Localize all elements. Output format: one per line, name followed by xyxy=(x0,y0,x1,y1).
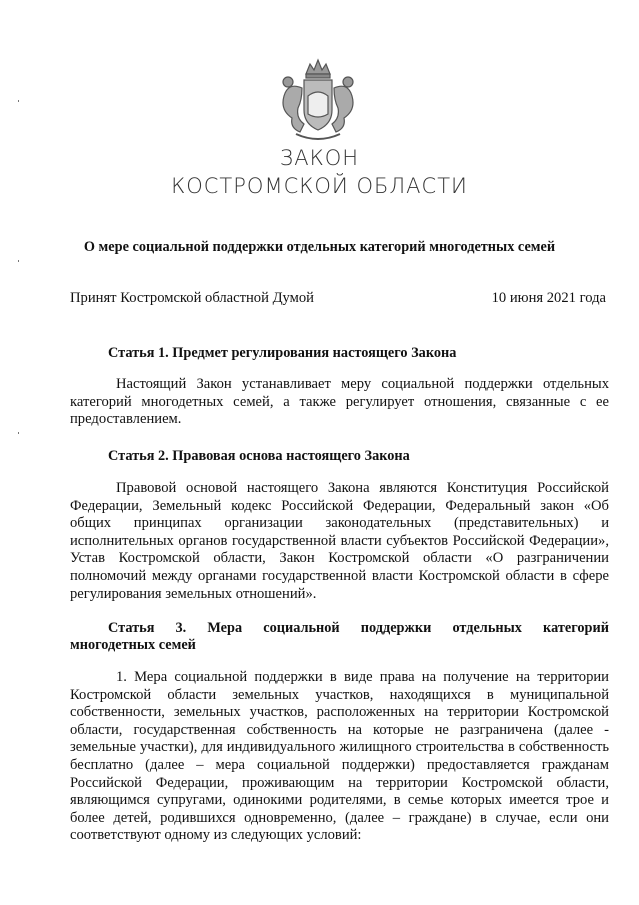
adoption-date: 10 июня 2021 года xyxy=(491,290,606,306)
scan-mark xyxy=(18,260,19,262)
adopted-by: Принят Костромской областной Думой xyxy=(70,290,314,306)
heading-word: социальной xyxy=(263,620,340,636)
heading-word: 3. xyxy=(175,620,187,636)
article-2-text: Правовой основой настоящего Закона являются Конституция Российской Федерации, Земельный кодекс Российской Федерации, Федеральный закон «Об общих принципах организации законодательных (представительных) и исполнительных органов государственной власти субъектов Российской Федерации», Устав Костромской области, Закон Костромской области «О разграничении полномочий между органами государственной власти Костромской области в сфере регулирования земельных отношений». xyxy=(70,480,609,602)
article-3-heading xyxy=(70,620,609,654)
heading-word: Мера xyxy=(207,620,243,636)
coat-of-arms-icon xyxy=(270,52,366,148)
article-2-heading: Статья 2. Правовая основа настоящего Закона xyxy=(108,448,410,464)
article-3-text: 1. Мера социальной поддержки в виде права на получение на территории Костромской области земельных участков, находящихся в муниципальной собственности, земельных участков, расположенных на территории Костромской области, государственная собственность на которые не разграничена (далее - земельные участки), для индивидуального жилищного строительства в собственность бесплатно (далее – мера социальной поддержки) предоставляется гражданам Российской Федерации, проживающим на территории Костромской области, являющимся супругами, одинокими родителями, в семье которых имеется трое и более детей, родившихся одновременно, (далее – граждане) в случае, если они соответствуют одному из следующих условий: xyxy=(70,669,609,844)
scan-mark xyxy=(18,100,19,102)
article-1-heading: Статья 1. Предмет регулирования настоящего Закона xyxy=(108,345,457,361)
law-title: О мере социальной поддержки отдельных категорий многодетных семей xyxy=(83,239,556,255)
article-3-heading-line1 xyxy=(108,620,609,637)
heading-word: категорий xyxy=(543,620,609,636)
law-heading: ЗАКОН xyxy=(279,146,360,170)
article-3-heading-line2: многодетных семей xyxy=(70,637,196,653)
heading-word: Статья xyxy=(108,620,155,636)
scan-mark xyxy=(18,432,19,434)
heading-word: отдельных xyxy=(452,620,522,636)
article-1-text: Настоящий Закон устанавливает меру социальной поддержки отдельных категорий многодетных семей, а также регулирует отношения, связанные с ее предоставлением. xyxy=(70,376,609,428)
heading-word: поддержки xyxy=(360,620,432,636)
adoption-line xyxy=(70,290,606,307)
region-heading: КОСТРОМСКОЙ ОБЛАСТИ xyxy=(171,174,468,198)
